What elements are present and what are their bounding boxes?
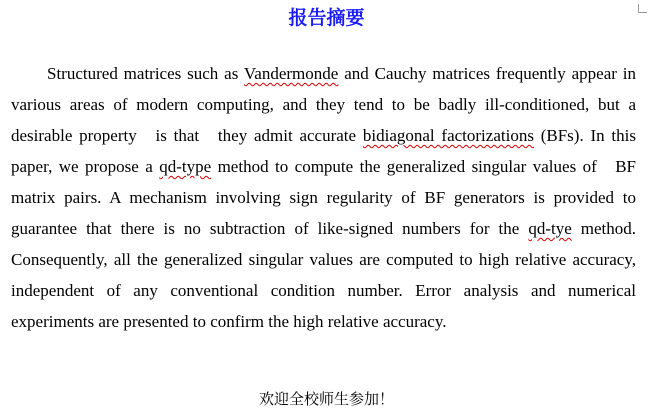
spellcheck-word: Vandermonde <box>243 64 339 83</box>
abstract-text: BF matrix pairs. A mechanism involving sign regularity of BF generators is provided to guarantee that there is no subtraction of like-signed numbers for the <box>11 157 637 238</box>
abstract-text: Structured matrices such as <box>47 64 244 83</box>
abstract-text: is that <box>155 126 200 145</box>
spellcheck-word: qd-type <box>159 157 212 176</box>
abstract-text: they admit accurate <box>217 126 363 145</box>
spellcheck-word: qd-tye <box>528 219 572 238</box>
abstract-text: method to compute the generalized singular values of <box>211 157 597 176</box>
spellcheck-word: bidiagonal factorizations <box>362 126 534 145</box>
abstract-text: and Cauchy matrices frequently appear in various areas of modern computing, and they tend to be badly ill-conditioned, but a desirable property <box>11 64 636 145</box>
abstract-text: (BFs). In this paper, we propose a <box>11 126 636 176</box>
closing-line: 欢迎全校师生参加！ <box>258 390 394 408</box>
abstract-paragraph <box>11 58 636 337</box>
abstract-text: method. Consequently, all the generalized singular values are computed to high relative accuracy, independent of any conventional condition number. Error analysis and numerical experiments are presented to confirm the high relative accuracy. <box>11 219 636 331</box>
abstract-body <box>11 58 636 337</box>
document-title: 报告摘要 <box>288 7 365 29</box>
